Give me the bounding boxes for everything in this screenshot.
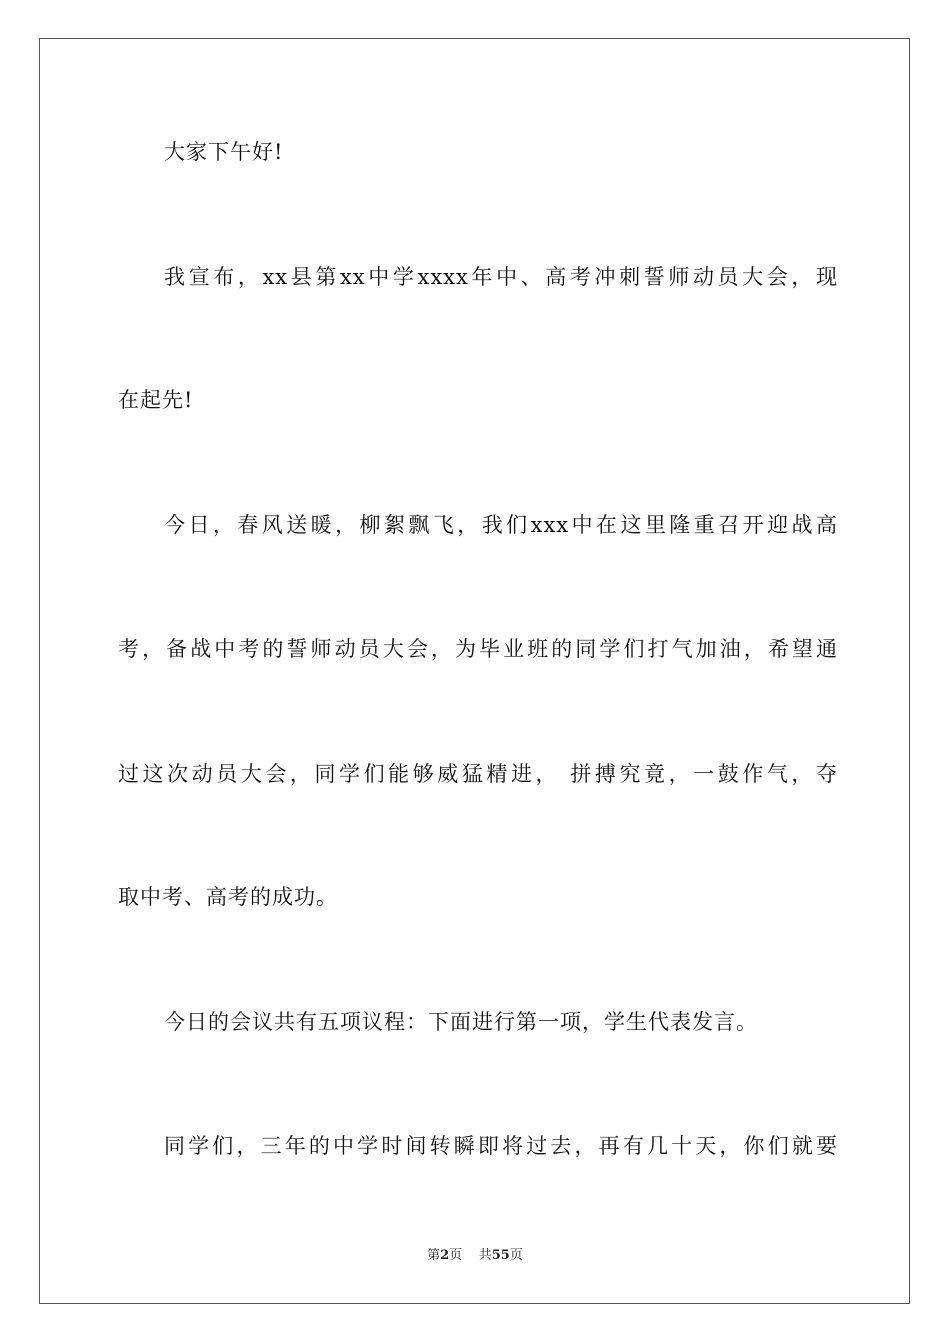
text-line-greeting: 大家下午好!	[164, 140, 284, 164]
text-line-paragraph-1-cont: 考，备战中考的誓师动员大会，为毕业班的同学们打气加油，希望通	[118, 637, 838, 661]
page-number: 2	[440, 1248, 450, 1263]
text-line-paragraph-2: 同学们，三年的中学时间转瞬即将过去，再有几十天，你们就要	[164, 1134, 838, 1158]
page-suffix: 页	[449, 1248, 463, 1263]
total-prefix: 共	[478, 1248, 492, 1263]
page-border	[39, 38, 910, 1304]
page-footer	[0, 1247, 950, 1265]
text-line-announcement-cont: 在起先!	[118, 388, 194, 412]
total-pages: 55	[491, 1248, 510, 1263]
text-line-announcement: 我宣布，xx县第xx中学xxxx年中、高考冲刺誓师动员大会，现	[164, 265, 838, 289]
text-line-paragraph-1-cont: 过这次动员大会，同学们能够威猛精进， 拼搏究竟，一鼓作气，夺	[118, 762, 838, 786]
text-line-agenda: 今日的会议共有五项议程：下面进行第一项，学生代表发言。	[164, 1010, 758, 1034]
text-line-paragraph-1: 今日，春风送暖，柳絮飘飞，我们xxx中在这里隆重召开迎战高	[164, 513, 838, 537]
text-line-paragraph-1-end: 取中考、高考的成功。	[118, 885, 338, 909]
page-prefix: 第	[427, 1248, 441, 1263]
total-suffix: 页	[509, 1248, 523, 1263]
